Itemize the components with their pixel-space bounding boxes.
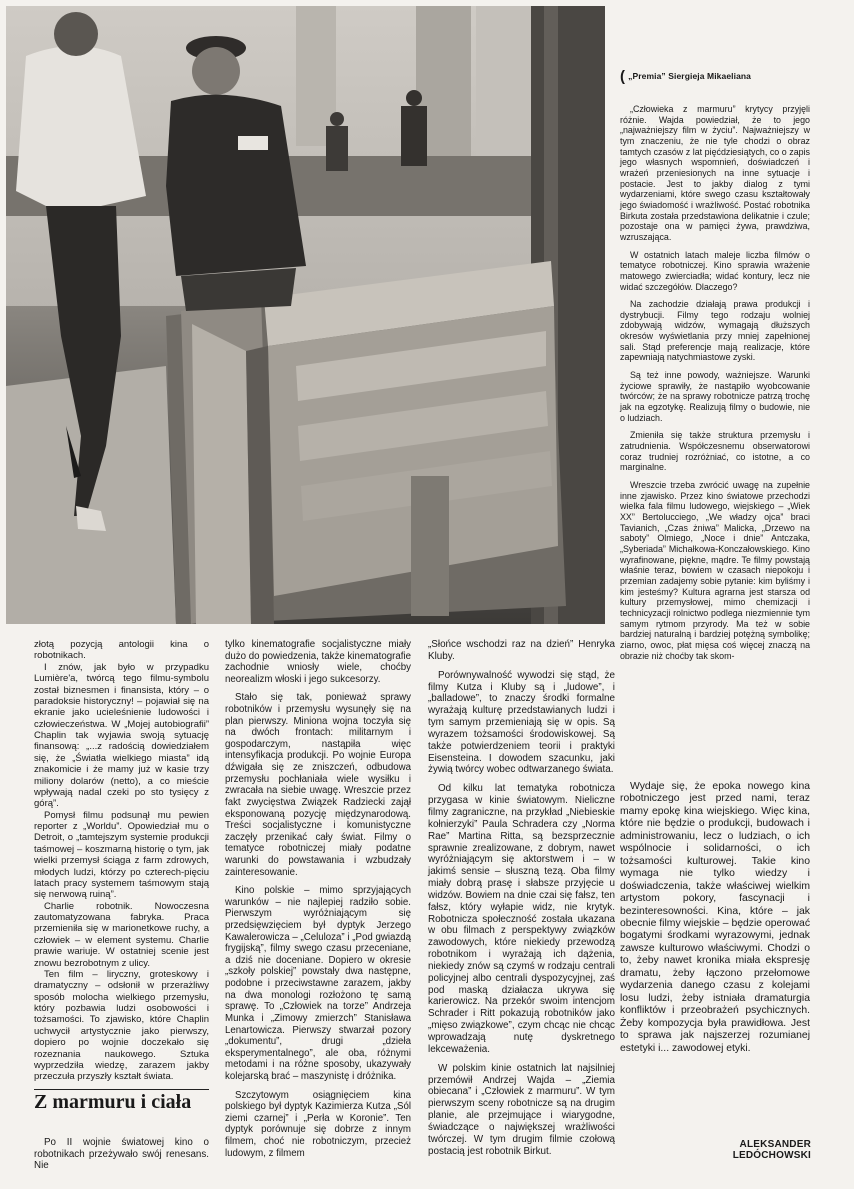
article-column-1 [34, 639, 209, 1083]
article-column-3 [428, 639, 615, 1157]
paragraph: Szczytowym osiągnięciem kina polskiego był dyptyk Kazimierza Kutza „Sól ziemi czarnej” i „Perła w Koronie”. Ten dyptyk porównuje się dobrze z innym filmem, choć nie robotniczym, przecież ludowym, z filmem [225, 1089, 411, 1159]
paragraph: „Słońce wschodzi raz na dzień” Henryka Kluby. [428, 639, 615, 662]
paragraph: „Człowieka z marmuru” krytycy przyjęli różnie. Wajda powiedział, że to jego „najważniejszy film w życiu”. Najważniejszy w tym znaczeniu, że nie tyle chodzi o obraz tamtych czasów z lat pięćdziesiątych, co o zapis jego własnych wspomnień, doświadczeń i wrażeń przeniesionych na inne sytuacje i postacie. Jest to jakby dialog z tymi wydarzeniami, które swego czasu kształtowały jego świadomość i wrażliwość. Postać robotnika Birkuta została przedstawiona delikatnie i czule; pozostaje ona w pamięci żywa, prawdziwa, wzruszająca. [620, 104, 810, 242]
photo-credit [620, 68, 751, 85]
article-column-right-top [620, 104, 810, 661]
paragraph: Charlie robotnik. Nowoczesna zautomatyzowana fabryka. Praca przemieniła się w marionetkowe ruchy, a człowiek – w element systemu. Charlie prawie wariuje. W ostatniej scenie jest znowu bezrobotnym z ulicy. [34, 900, 209, 969]
paragraph: W ostatnich latach maleje liczba filmów o tematyce robotniczej. Kino sprawia wrażenie matowego zwierciadła; widać kontury, lecz nie widać szczegółów. Dlaczego? [620, 249, 810, 292]
paragraph: I znów, jak było w przypadku Lumière'a, twórcą tego filmu-symbolu został biznesmen i finansista, który – o paradoksie historyczny! – pojawiał się na ekranie jako ucieleśnienie ludowości i człowieczeństwa. W „Mojej autobiografii” Chaplin tak wyjawia swoją sytuację finansową: „...z radością dowiedziałem się, że „Światła wielkiego miasta” idą znakomicie i że mamy już w kasie trzy miliony dolarów (netto), a co mieście wpływają nadal czeki po sto tysięcy z górą”. [34, 661, 209, 810]
article-intro [34, 1137, 209, 1172]
paragraph: Na zachodzie działają prawa produkcji i dystrybucji. Filmy tego rodzaju wolniej zdobywają widzów, wymagają dłuższych okresów wyświetlania przy mniej zapełnionej sali. Stąd preferencje mają realizacje, które zapewniają natychmiastowe zyski. [620, 299, 810, 363]
film-still-photo [6, 6, 605, 624]
paragraph: Porównywalność wywodzi się stąd, że filmy Kutza i Kluby są i „ludowe”, i „balladowe”, to znaczy środki formalne wyrażają kulturę przedstawianych ludzi i tym samym przemieniają się w opis. Są wyrazem tożsamości środowiskowej. Są także potwierdzeniem teorii i praktyki Eisensteina. I dowodem szacunku, jaki żywią twórcy wobec odtwarzanego świata. [428, 669, 615, 776]
paragraph: Wreszcie trzeba zwrócić uwagę na zupełnie inne zjawisko. Przez kino światowe przechodzi wielka fala filmu ludowego, wiejskiego – „Wiek XX” Bertolucciego, „We władzy ojca” braci Tavianich, „Czas żniwa” Malicka, „Drzewo na saboty” Olmiego, „Noce i dnie” Antczaka, „Syberiada” Michałkowa-Konczałowskiego. Kino wyrafinowane, piękne, mądre. Te filmy powstają właśnie teraz, bowiem w czasach niepokoju i przemian zadajemy sobie pytanie: kim byliśmy i kim jesteśmy? Kultura agrarna jest starsza od kultury przemysłowej, mimo chemizacji i technicyzacji rolnictwo podlega niezmiennie tym samym rytmom przyrody. Ma też w sobie bardziej naturalną i bardziej potężną symbolikę; ziarno, owoc, płat mięsa coś więcej znaczą na obrazie niż choćby tak skom- [620, 480, 810, 661]
photo-credit-text: „Premia” Siergieja Mikaeliana [628, 71, 752, 81]
paragraph: Po II wojnie światowej kino o robotnikach przeżywało swój renesans. Nie [34, 1137, 209, 1172]
article-title: Z marmuru i ciała [34, 1091, 192, 1113]
article-heading [34, 1089, 209, 1112]
author-name: ALEKSANDER LEDÓCHOWSKI [732, 1139, 811, 1161]
paragraph: Pomysł filmu podsunął mu pewien reporter z „Worldu”. Opowiedział mu o Detroit, o „tamtejszym systemie produkcji taśmowej – koszmarną historię o tym, jak wielki przemysł ściąga z farm zdrowych, młodych ludzi, którzy po czterech-pięciu latach pracy systemem taśmowym stają się nerwową ruiną”. [34, 809, 209, 901]
paragraph: Zmieniła się także struktura przemysłu i zatrudnienia. Współczesnemu obserwatorowi coraz trudniej rozróżniać, co istotne, a co marginalne. [620, 430, 810, 473]
paragraph: Od kilku lat tematyka robotnicza przygasa w kinie światowym. Nieliczne filmy zagraniczne, na przykład „Niebieskie kołnierzyki” Paula Schradera czy „Norma Rae” Martina Ritta, są bezsprzecznie sprawnie zrealizowane, z dobrym, nawet wyróżniającym się aktorstwem i – w jakimś sensie – słuszną tezą. Oba filmy miały dobrą prasę i słabsze przyjęcie u widzów. Bowiem na dnie czai się fałsz, ten fałsz, który wyłapie widz, nie krytyk. Robotnicza społeczność została ukazana w obu filmach z perspektywy związków zawodowych, które niekiedy przewodzą robotnikom i wyrażają ich dążenia, niekiedy znów są czymś w rodzaju centrali policyjnej albo centrali dyspozycyjnej, zaś pod maską działacza ukrywa się karierowicz. Na przekór swoim intencjom Schrader i Ritt pokazują robotników jako „mięso związkowe”, czym chcąc nie chcąc wprowadzają nutę dyskretnego lekceważenia. [428, 783, 615, 1055]
article-column-2 [225, 639, 411, 1159]
paragraph: Kino polskie – mimo sprzyjających warunków – nie najlepiej radziło sobie. Pierwszym wyróżniającym się przedsięwzięciem był dyptyk Jerzego Kawalerowicza – „Celuloza” i „Pod gwiazdą frygijską”, filmy swego czasu przeceniane, a dziś nie doceniane. Dopiero w okresie „szkoły polskiej” powstały dwa następne, podobne i przeciwstawne zarazem, jakby na dwa monologi rozłożono tę samą sprawę. To „Człowiek na torze” Andrzeja Munka i „Zimowy zmierzch” Stanisława Lenartowicza. Pierwszy stwarzał pozory „dokumentu”, drugi „dzieła eksperymentalnego”, ale oba, różnymi metodami i na różne sposoby, ukazywały kolejarską brać – maszynistę i dróżnika. [225, 885, 411, 1082]
caption-bracket-icon: ( [620, 68, 626, 85]
paragraph: Wydaje się, że epoka nowego kina robotniczego jest przed nami, teraz mamy epokę kina wiejskiego. Więc kina, które nie będzie o produkcji, budowach i administrowaniu, lecz o ludziach, o ich wspólnocie i solidarności, o ich tożsamości kulturowej. Takie kino wymaga nie tylko wiedzy i doświadczenia, także właściwej wielkim artystom pokory, fascynacji i bezinteresowności. Kina, które – jak obecnie filmy wiejskie – będzie operować bogatymi środkami wyrazowymi, jednak zawsze kulturowo właściwymi. Chodzi o to, żeby nawet kronika miała ekspresję dramatu, żeby łączono przełomowe wydarzenia danego czasu z kolejami losu ludzi, żeby istniała dramaturgia konfliktów i przeobrażeń psychicznych. Żeby kompozycja była prawidłowa. Jest to sprawa jak najszerzej rozumianej estetyki i... zawodowej etyki. [620, 781, 811, 1054]
article-column-4 [620, 781, 810, 1055]
paragraph: Stało się tak, ponieważ sprawy robotników i przemysłu wysunęły się na plan pierwszy. Miniona wojna toczyła się na dwóch frontach: militarnym i gospodarczym, nastąpiła więc intensyfikacja produkcji. Po wojnie Europa dźwigała się ze zniszczeń, odbudowa przemysłu pochłaniała wiele wysiłku i zwracała na siebie uwagę. Wreszcie przez fakt zwycięstwa Związek Radziecki zajął eksponowaną pozycję międzynarodową. Treści socjalistyczne i komunistyczne zaczęły przenikać cały świat. Filmy o tematyce robotniczej miały podatne warunki do powstawania i wzbudzały zainteresowanie. [225, 692, 411, 878]
paragraph: złotą pozycją antologii kina o robotnikach. [34, 639, 209, 662]
paragraph: W polskim kinie ostatnich lat najsilniej przemówił Andrzej Wajda – „Ziemia obiecana” i „Człowiek z marmuru”. W tym pierwszym sceny robotnicze są na drugim planie, ale przejmujące i wiarygodne, świadczące o największej wrażliwości twórczej. W tym drugim filmie czołową postacią jest robotnik Birkut. [428, 1062, 615, 1157]
paragraph: Ten film – liryczny, groteskowy i dramatyczny – odsłonił w przerażliwy sposób molocha wielkiego przemysłu, który pozbawia ludzi osobowości i tożsamości. To zjawisko, które Chaplin uchwycił artystycznie jako pierwszy, dopiero po wojnie doczekało się rozeznania naukowego. Sztuka wyprzedziła wiedzę, zarazem jakby przeczuła przyszły kształt świata. [34, 968, 209, 1083]
paragraph: Są też inne powody, ważniejsze. Warunki życiowe sprawiły, że nastąpiło wyobcowanie twórców; że na sprawy robotnicze patrzą trochę jak na egzotykę. Realizują filmy o budowie, nie o ludziach. [620, 370, 810, 423]
paragraph: tylko kinematografie socjalistyczne miały dużo do powiedzenia, także kinematografie zachodnie wniosły wiele, choćby neorealizm włoski i jego sukcesorzy. [225, 639, 411, 685]
